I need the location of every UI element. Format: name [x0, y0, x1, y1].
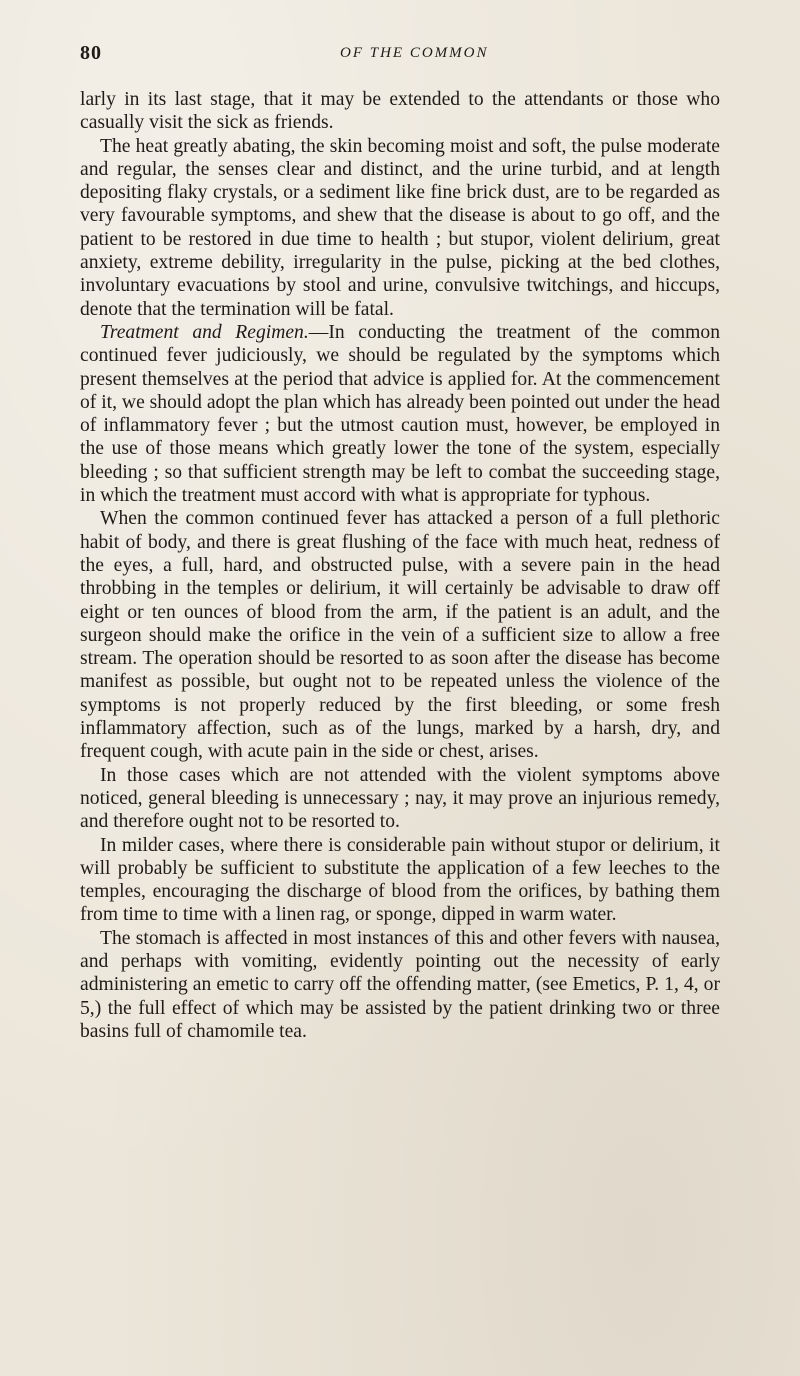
- paragraph-text: —In conducting the treatment of the common continued fever judiciously, we should be regulated by the symptoms which present themselves at the period that advice is applied for. At the commencement of it, we should adopt the plan which has already been pointed out under the head of inflammatory fever ; but the utmost caution must, however, be employed in the use of those means which greatly lower the tone of the system, especially bleeding ; so that sufficient strength may be left to combat the succeeding stage, in which the treatment must accord with what is appropriate for typhous.: [80, 321, 720, 507]
- paragraph-text: The heat greatly abating, the skin becoming moist and soft, the pulse moderate and regular, the senses clear and distinct, and the urine turbid, and at length depositing flaky crystals, or a sediment like fine brick dust, are to be regarded as very favourable symptoms, and shew that the disease is about to go off, and the patient to be restored in due time to health ; but stupor, violent delirium, great anxiety, extreme debility, irregularity in the pulse, picking at the bed clothes, involuntary evacuations by stool and urine, convulsive twitchings, and hiccups, denote that the termination will be fatal.: [80, 135, 720, 320]
- paragraph-text: In milder cases, where there is considerable pain without stupor or delirium, it will probably be sufficient to substitute the application of a few leeches to the temples, encouraging the discharge of blood from the orifices, by bathing them from time to time with a linen rag, or sponge, dipped in warm water.: [80, 834, 720, 926]
- paragraph-plethoric-habit: [80, 507, 720, 763]
- running-head-title: OF THE COMMON: [340, 45, 489, 61]
- paragraph-continuation: [80, 88, 720, 135]
- paragraph-leeches: [80, 834, 720, 927]
- paragraph-stomach-emetic: [80, 927, 720, 1043]
- paragraph-text: When the common continued fever has attacked a person of a full plethoric habit of body, and there is great flushing of the face with much heat, redness of the eyes, a full, hard, and obstructed pulse, with a severe pain in the head throbbing in the temples or delirium, it will certainly be advisable to draw off eight or ten ounces of blood from the arm, if the patient is an adult, and the surgeon should make the orifice in the vein of a sufficient size to allow a free stream. The operation should be resorted to as soon after the disease has become manifest as possible, but ought not to be repeated unless the violence of the symptoms is not properly reduced by the first bleeding, or some fresh inflammatory affection, such as of the lungs, marked by a harsh, dry, and frequent cough, with acute pain in the side or chest, arises.: [80, 508, 720, 763]
- paragraph-favourable-symptoms: [80, 135, 720, 321]
- section-heading: Treatment and Regimen.: [100, 321, 309, 343]
- page-number: 80: [80, 42, 102, 64]
- paragraph-text: The stomach is affected in most instances of this and other fevers with nausea, and perhaps with vomiting, evidently pointing out the necessity of early administering an emetic to carry off the offending matter, (see Emetics, P. 1, 4, or 5,) the full effect of which may be assisted by the patient drinking two or three basins full of chamomile tea.: [80, 927, 720, 1042]
- paragraph-treatment-regimen: [80, 321, 720, 507]
- paragraph-general-bleeding: [80, 764, 720, 834]
- body-text: [80, 88, 720, 1043]
- paragraph-text: larly in its last stage, that it may be extended to the attendants or those who casually visit the sick as friends.: [80, 89, 720, 134]
- running-head: [80, 42, 720, 72]
- paragraph-text: In those cases which are not attended with the violent symptoms above noticed, general bleeding is unnecessary ; nay, it may prove an injurious remedy, and therefore ought not to be resorted to.: [80, 764, 720, 833]
